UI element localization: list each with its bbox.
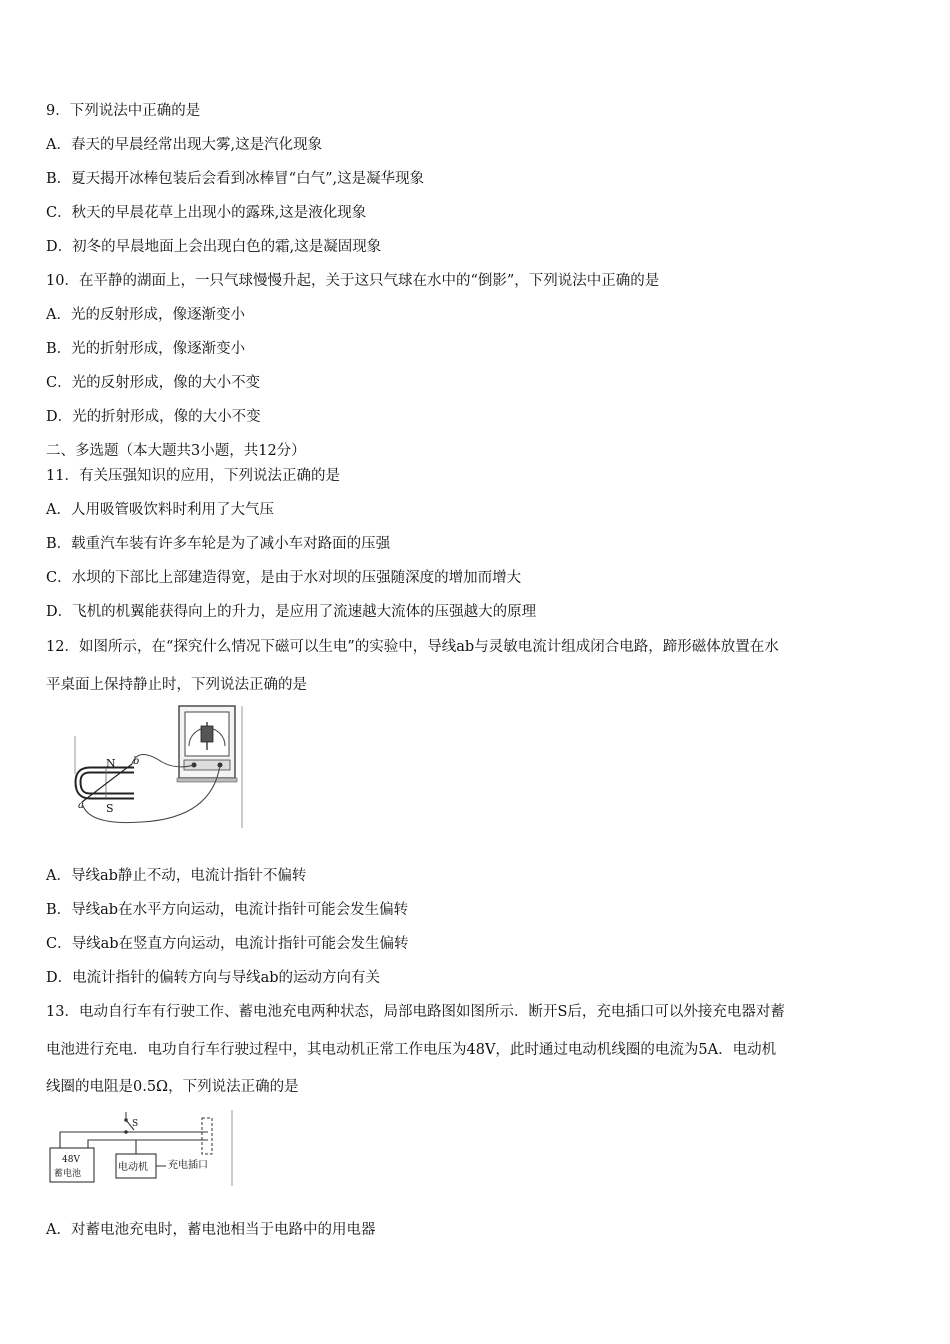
switch-label: S: [132, 1119, 139, 1129]
q11-option-d: D．飞机的机翼能获得向上的升力，是应用了流速越大流体的压强越大的原理: [46, 604, 537, 620]
charge-port-icon: [202, 1118, 212, 1154]
circuit-second-wire: [88, 1140, 208, 1148]
q12-option-d: D．电流计指针的偏转方向与导线ab的运动方向有关: [46, 970, 381, 986]
q9-option-d: D．初冬的早晨地面上会出现白色的霜,这是凝固现象: [46, 239, 382, 255]
magnet-north-label: N: [106, 757, 116, 770]
q9-stem: 9．下列说法中正确的是: [46, 103, 201, 119]
q13-stem-line-1: 13．电动自行车有行驶工作、蓄电池充电两种状态，局部电路图如图所示．断开S后，充电插口可以外接充电器对蓄: [46, 1004, 785, 1020]
wire-end-a-label: a: [78, 800, 84, 811]
q13-stem-line-2: 电池进行充电．电功自行车行驶过程中，其电动机正常工作电压为48V，此时通过电动机线圈的电流为5A．电动机: [46, 1042, 777, 1058]
battery-voltage-label: 48V: [62, 1155, 80, 1165]
q11-option-c: C．水坝的下部比上部建造得宽，是由于水对坝的压强随深度的增加而增大: [46, 570, 522, 586]
q10-option-b: B．光的折射形成，像逐渐变小: [46, 341, 246, 357]
q12-figure-svg: [72, 702, 244, 830]
q13-stem-line-3: 线圈的电阻是0.5Ω，下列说法正确的是: [46, 1079, 299, 1095]
q12-figure-magnet-galvanometer: [72, 702, 244, 830]
q12-stem-line-1: 12．如图所示，在“探究什么情况下磁可以生电”的实验中，导线ab与灵敏电流计组成闭合电路，蹄形磁体放置在水: [46, 639, 779, 655]
magnet-south-label: S: [106, 802, 114, 815]
q10-option-a: A．光的反射形成，像逐渐变小: [46, 307, 245, 323]
q13-figure-svg: [46, 1108, 236, 1188]
q12-option-a: A．导线ab静止不动，电流计指针不偏转: [46, 868, 307, 884]
q10-stem: 10．在平静的湖面上，一只气球慢慢升起，关于这只气球在水中的“倒影”，下列说法中正确的是: [46, 273, 660, 289]
q9-option-a: A．春天的早晨经常出现大雾,这是汽化现象: [46, 137, 323, 153]
q11-option-b: B．载重汽车装有许多车轮是为了减小车对路面的压强: [46, 536, 391, 552]
q9-option-b: B．夏天揭开冰棒包装后会看到冰棒冒“白气”,这是凝华现象: [46, 171, 425, 187]
wire-end-b-label: b: [133, 756, 140, 767]
q12-stem-line-2: 平桌面上保持静止时，下列说法正确的是: [46, 677, 307, 693]
q13-option-a: A．对蓄电池充电时，蓄电池相当于电路中的用电器: [46, 1222, 376, 1238]
q9-option-c: C．秋天的早晨花草上出现小的露珠,这是液化现象: [46, 205, 367, 221]
q11-stem: 11．有关压强知识的应用，下列说法正确的是: [46, 468, 340, 484]
q13-figure-circuit: [46, 1108, 236, 1188]
q10-option-c: C．光的反射形成，像的大小不变: [46, 375, 261, 391]
q12-option-b: B．导线ab在水平方向运动，电流计指针可能会发生偏转: [46, 902, 409, 918]
charge-port-label: 充电插口: [168, 1160, 208, 1171]
q10-option-d: D．光的折射形成，像的大小不变: [46, 409, 261, 425]
q12-option-c: C．导线ab在竖直方向运动，电流计指针可能会发生偏转: [46, 936, 409, 952]
section-title: 二、多选题（本大题共3小题，共12分）: [46, 443, 306, 459]
motor-label: 电动机: [118, 1162, 148, 1173]
battery-label: 蓄电池: [54, 1169, 82, 1179]
q11-option-a: A．人用吸管吸饮料时利用了大气压: [46, 502, 274, 518]
